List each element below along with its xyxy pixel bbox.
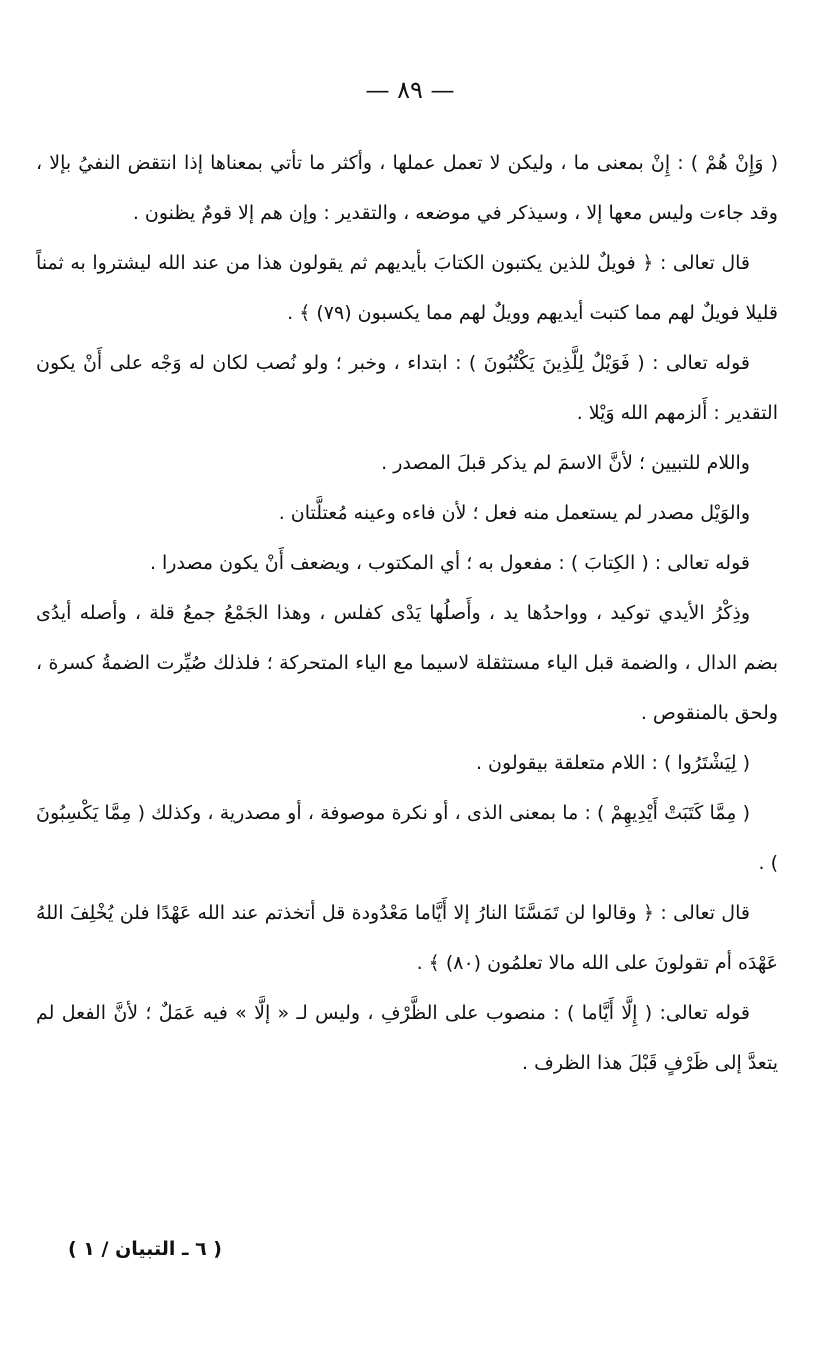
paragraph: وذِكْرُ الأيدي توكيد ، وواحدُها يد ، وأَصلُها يَدْى كفلس ، وهذا الجَمْعُ جمعُ قلة ، وأصله أيدُى بضم الدال ، والضمة قبل الياء مستثقلة لاسيما مع الياء المتحركة ؛ فلذلك صُيِّرت الضمةُ كسرة ، ولحق بالمنقوص .	[36, 602, 778, 724]
page-body	[36, 138, 778, 1088]
paragraph: والوَيْل مصدر لم يستعمل منه فعل ؛ لأن فاءه وعينه مُعتلَّتان .	[278, 502, 750, 524]
page-footer: ( ٦ ـ التبيان / ١ )	[67, 1238, 222, 1260]
paragraph: واللام للتبيين ؛ لأنَّ الاسمَ لم يذكر قبلَ المصدر .	[381, 452, 750, 474]
paragraph: قوله تعالى : ( الكِتابَ ) : مفعول به ؛ أي المكتوب ، ويضعف أَنْ يكون مصدرا .	[149, 552, 750, 574]
paragraph: قال تعالى : ﴿ فويلٌ للذين يكتبون الكتابَ بأيديهم ثم يقولون هذا من عند الله ليشتروا به ثمناً قليلا فويلٌ لهم مما كتبت أيديهم وويلٌ لهم مما يكسبون (٧٩) ﴾ .	[36, 252, 778, 324]
page-number: — ٨٩ —	[365, 76, 455, 104]
paragraph: ( وَإِنْ هُمْ ) : إِنْ بمعنى ما ، وليكن لا تعمل عملها ، وأكثر ما تأتي بمعناها إذا انتقض النفيُ بإلا ، وقد جاءت وليس معها إلا ، وسيذكر في موضعه ، والتقدير : وإن هم إلا قومٌ يظنون .	[36, 152, 778, 224]
paragraph: قال تعالى : ﴿ وقالوا لن تَمَسَّنَا النارُ إلا أَيَّاما مَعْدُودة قل أتخذتم عند الله عَهْدًا فلن يُخْلِفَ اللهُ عَهْدَه أم تقولونَ على الله مالا تعلمُون (٨٠) ﴾ .	[36, 902, 778, 974]
paragraph: قوله تعالى: ( إِلَّا أَيَّاما ) : منصوب على الظَّرْفِ ، وليس لـ « إلَّا » فيه عَمَلٌ ؛ لأنَّ الفعل لم يتعدَّ إلى ظَرْفٍ قَبْلَ هذا الظرف .	[36, 1002, 778, 1074]
paragraph: قوله تعالى : ( فَوَيْلٌ لِلَّذِينَ يَكْتُبُونَ ) : ابتداء ، وخبر ؛ ولو نُصب لكان له وَجْه على أَنْ يكون التقدير : أَلزمهم الله وَيْلا .	[36, 352, 778, 424]
paragraph: ( لِيَشْتَرُوا ) : اللام متعلقة بيقولون .	[475, 752, 750, 774]
paragraph: ( مِمَّا كَتَبَتْ أَيْدِيهِمْ ) : ما بمعنى الذى ، أو نكرة موصوفة ، أو مصدرية ، وكذلك ( مِمَّا يَكْسِبُونَ ) .	[36, 802, 778, 874]
